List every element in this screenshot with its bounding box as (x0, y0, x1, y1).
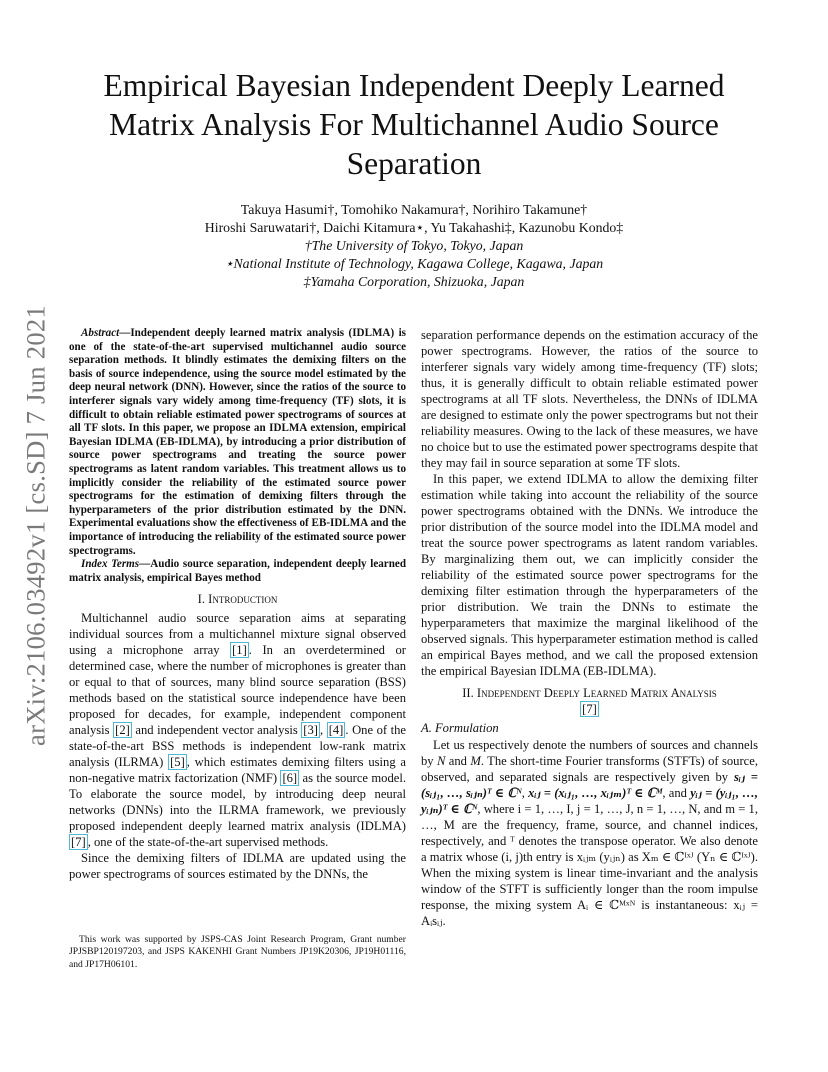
section-1-heading: I. Introduction (197, 592, 278, 607)
math-N: N (436, 754, 446, 768)
index-terms-lead: Index Terms (81, 558, 140, 571)
right-column (421, 327, 758, 929)
section-2-heading (421, 685, 758, 717)
formulation-text: , where i = 1, …, I, j = 1, …, J, n = 1, …, N, and m = 1, …, M are the frequency, frame, source, and channel indices, respectively, and ᵀ denotes the transpose operator. We also denote a matrix whose (i, j)th entry is xᵢⱼₘ (yᵢⱼₙ) as Xₘ ∈ ℂᴵˣᴶ (Yₙ ∈ ℂᴵˣᴶ). When the mixing system is linear time-invariant and the analysis window of the STFT is sufficiently longer than the room impulse response, the mixing system Aᵢ ∈ ℂᴹˣᴺ is instantaneous: xᵢⱼ = Aᵢsᵢⱼ. (421, 802, 758, 928)
intro-text: , one of the state-of-the-art supervised methods. (87, 835, 329, 850)
affiliation-3: ‡Yamaha Corporation, Shizuoka, Japan (303, 274, 525, 289)
citation-2[interactable]: [2] (115, 723, 130, 738)
citation-3[interactable]: [3] (303, 723, 318, 738)
intro-paragraph-2: Since the demixing filters of IDLMA are updated using the power spectrograms of sources estimated by the DNNs, the (69, 851, 406, 882)
arxiv-identifier[interactable]: arXiv:2106.03492v1 [cs.SD] 7 Jun 2021 (20, 305, 51, 746)
author-block (60, 201, 768, 291)
citation-4[interactable]: [4] (328, 723, 344, 738)
intro-text: and independent vector analysis (131, 723, 302, 738)
index-terms (69, 558, 406, 585)
citation-1[interactable]: [1] (232, 643, 247, 658)
citation-6[interactable]: [6] (282, 771, 298, 786)
authors-line-1: Takuya Hasumi†, Tomohiko Nakamura†, Norihiro Takamune† (240, 202, 588, 217)
affiliation-2: ⋆National Institute of Technology, Kagawa College, Kagawa, Japan (224, 256, 604, 271)
intro-paragraph-3: separation performance depends on the estimation accuracy of the power spectrograms. However, the ratios of the source to interferer signals vary widely among time-frequency (TF) slots; thus, it is generally difficult to obtain reliable estimated power spectrograms at all TF slots. Nevertheless, the DNNs of IDLMA are designed to estimate only the power spectrograms but not their reliability measures. Owing to the lack of these measures, we have no choice but to use the estimated power spectrograms despite that they may fail in source separation at some TF slots. (421, 328, 758, 470)
citation-section-2[interactable]: [7] (582, 702, 597, 716)
index-terms-text: —Audio source separation, independent deeply learned matrix analysis, empirical Bayes method (69, 558, 406, 584)
math-source-def: sᵢⱼ = (sᵢⱼ₁, …, sᵢⱼₙ)ᵀ ∈ ℂᴺ (421, 770, 758, 800)
left-column (69, 327, 406, 882)
intro-text: Multichannel audio source separation aims at separating individual sources from a multichannel mixture signal observed using a microphone array (69, 611, 406, 658)
affiliation-1: †The University of Tokyo, Tokyo, Japan (304, 238, 524, 253)
citation-7[interactable]: [7] (71, 835, 86, 850)
formulation-text: and (445, 754, 471, 768)
math-M: M (470, 754, 481, 768)
math-observed-def: xᵢⱼ = (xᵢⱼ₁, …, xᵢⱼₘ)ᵀ ∈ ℂᴹ (528, 786, 663, 800)
intro-paragraph-1: Multichannel audio source separation aims at separating individual sources from a multichannel mixture signal observed using a microphone array [1] . In an overdetermined or determined case, where the number of microphones is greater than or equal to that of sources, many blind source separation (BSS) methods based on the statistical source independence have been proposed for decades, for example, independent component analysis [2] and independent vector analysis [3] , [4] . One of the state-of-the-art BSS methods is independent low-rank matrix analysis (ILRMA) [5] , which estimates demixing filters using a non-negative matrix factorization (NMF) [6] as the source model. To elaborate the source model, by introducing deep neural networks (DNNs) into the ILRMA framework, we previously proposed independent deeply learned matrix analysis (IDLMA) [7] , one of the state-of-the-art supervised methods. (69, 611, 407, 850)
intro-text: . One of the state-of-the-art BSS methods is independent low-rank matrix analysis (ILRMA) (69, 723, 407, 770)
formulation-paragraph (421, 737, 758, 929)
abstract (69, 327, 406, 558)
subsection-a-heading: A. Formulation (421, 721, 499, 735)
formulation-text: . The short-time Fourier transforms (STFTs) of source, observed, and separated signals are respectively given by (421, 754, 759, 784)
intro-text: as the source model. To elaborate the source model, by introducing deep neural networks (DNNs) into the ILRMA framework, we previously proposed independent deeply learned matrix analysis (IDLMA) (69, 771, 406, 834)
intro-text: . In an overdetermined or determined case, where the number of microphones is greater than or equal to that of sources, many blind source separation (BSS) methods based on the statistical source independence have been proposed for decades, for example, independent component analysis (69, 643, 406, 738)
math-separated-def: yᵢⱼ = (yᵢⱼ₁, …, yᵢⱼₙ)ᵀ ∈ ℂᴺ (421, 786, 758, 816)
funding-footnote: This work was supported by JSPS-CAS Joint Research Program, Grant number JPJSBP120197203, and JSPS KAKENHI Grant Numbers JP19K20306, JP19H01116, and JP17H06101. (69, 934, 406, 970)
intro-text: , which estimates demixing filters using a non-negative matrix factorization (NMF) (69, 755, 406, 786)
abstract-text: —Independent deeply learned matrix analysis (IDLMA) is one of the state-of-the-art supervised multichannel audio source separation methods. It blindly estimates the demixing filters on the basis of source independence, using the source model estimated by the deep neural network (DNN). However, since the ratios of the source to interferer signals vary widely among time-frequency (TF) slots, it is difficult to obtain reliable estimated power spectrograms of sources at all TF slots. In this paper, we propose an IDLMA extension, empirical Bayesian IDLMA (EB-IDLMA), by introducing a prior distribution of source power spectrograms and treating the source power spectrograms as latent random variables. This treatment allows us to implicitly consider the reliability of the estimated source power spectrograms for the estimation of demixing filters through the hyperparameters of the prior distribution estimated by the DNN. Experimental evaluations show the effectiveness of EB-IDLMA and the importance of introducing the reliability of the estimated source power spectrograms. (69, 327, 406, 557)
formulation-text: , and (662, 786, 691, 800)
paper-title: Empirical Bayesian Independent Deeply Learned Matrix Analysis For Multichannel Audio Source Separation (103, 68, 725, 181)
section-2-title: II. Independent Deeply Learned Matrix Analysis (462, 686, 717, 700)
formulation-text: , (521, 786, 529, 800)
authors-line-2: Hiroshi Saruwatari†, Daichi Kitamura⋆, Yu Takahashi‡, Kazunobu Kondo‡ (204, 220, 624, 235)
abstract-lead: Abstract (81, 327, 120, 339)
formulation-text: Let us respectively denote the numbers of sources and channels by (421, 738, 758, 768)
citation-5[interactable]: [5] (170, 755, 185, 770)
intro-paragraph-4: In this paper, we extend IDLMA to allow the demixing filter estimation while taking into account the reliability of the source power spectrograms obtained with the DNNs. We introduce the prior distribution of the source model into the IDLMA model and treat the source power spectrograms as latent random variables. By marginalizing them out, we can implicitly consider the reliability of the estimated source power spectrograms for the demixing filter estimation through the hyperparameters of the prior distribution. We train the DNNs to estimate the hyperparameters that maximize the marginal likelihood of the observed signals. This hyperparameter estimation method is called an empirical Bayes method, and we call the proposed extension the empirical Bayesian IDLMA (EB-IDLMA). (421, 472, 758, 678)
